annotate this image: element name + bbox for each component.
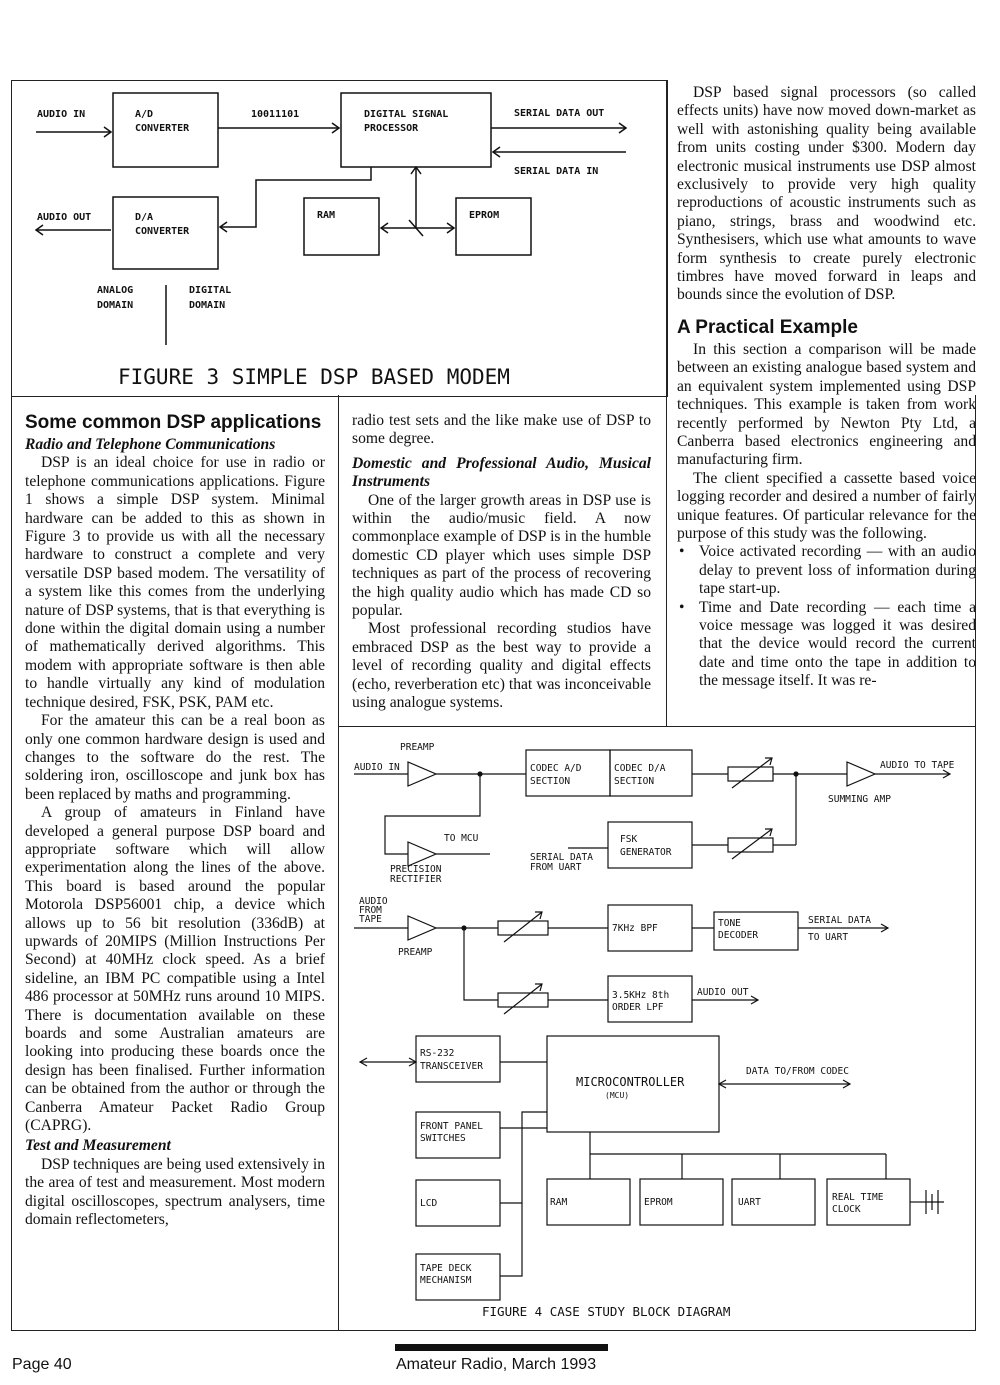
fig3-analog-line2: DOMAIN [97,300,134,311]
fig3-ad-line1: A/D [135,109,154,120]
right-paragraph-3: The client specified a cassette based voice logging recorder and desired a number of fairly unique features. Of particular relevance for the purpose of this study was the following. [677,469,976,542]
figure-4-caption: FIGURE 4 CASE STUDY BLOCK DIAGRAM [482,1304,731,1319]
fig3-digital-line2: DOMAIN [189,300,226,311]
middle-paragraph-2: One of the larger growth areas in DSP use is within the audio/music field. A now commonplace example of DSP is in the humble domestic CD player which uses simple DSP techniques as part of the process of recovering the high quality audio which has made CD so popular. [352,491,651,620]
practical-example-heading: A Practical Example [677,316,858,338]
figure-3-caption: FIGURE 3 SIMPLE DSP BASED MODEM [118,365,510,389]
fig4-codec-ad-2: SECTION [530,776,571,787]
rs232-box [416,1036,500,1082]
fig4-serial-uart-2: TO UART [808,932,849,943]
left-column-divider [338,395,339,1330]
fig4-fsk-2: GENERATOR [620,847,672,858]
fig4-tape-2: MECHANISM [420,1275,472,1286]
radio-telephone-subheading: Radio and Telephone Communications [25,436,276,453]
page-number: Page 40 [12,1356,72,1373]
fig3-dsp-line2: PROCESSOR [364,123,419,134]
fig4-rs232-1: RS-232 [420,1048,455,1059]
fig4-audio-from-2: FROM [359,905,382,916]
fig4-preamp-2: PREAMP [398,947,433,958]
fig4-lcd: LCD [420,1198,438,1209]
fig3-bits: 10011101 [251,109,300,120]
fig4-summing-amp: SUMMING AMP [828,794,891,805]
fig4-rtc-1: REAL TIME [832,1192,884,1203]
figure-4-diagram [340,728,974,1330]
fig4-rs232-2: TRANSCEIVER [420,1061,483,1072]
left-paragraph-3: A group of amateurs in Finland have developed a general purpose DSP board and appropriate software which will allow experimentation along the lines of the above. This board is based around the popular Motorola DSP56001 chip, a device which allows up to 56 bit resolution (336dB) at upwards of 20MIPS (Million Instructions Per Second) at 40MHz clock speed. As a brief sideline, an IBM PC compatible using a Intel 486 processor at 50MHz runs around 10 MIPS. There is documentation available on these boards and some Australian amateurs are looking into producing these boards once the design has been finalised. Further information can be obtained from the author or through the Canberra Amateur Packet Radio Group (CAPRG). [25,804,325,1135]
precision-rectifier-triangle [408,842,436,866]
fig4-codec-da-2: SECTION [614,776,655,787]
fig3-serial-in: SERIAL DATA IN [514,166,599,177]
publication-name: Amateur Radio, March 1993 [396,1356,597,1373]
left-paragraph-4: DSP techniques are being used extensively in the area of test and measurement. Most modern digital oscilloscopes, spectrum analysers, time domain reflectometers, [25,1155,325,1229]
fig4-tone-2: DECODER [718,930,759,941]
fig4-precision-2: RECTIFIER [390,874,442,885]
fig4-audio-in: AUDIO IN [354,762,400,773]
fig3-dsp-line1: DIGITAL SIGNAL [364,109,449,120]
middle-column-text [352,412,651,713]
fig4-uart: UART [738,1197,761,1208]
domestic-audio-subheading: Domestic and Professional Audio, Musical Instruments [352,454,651,491]
fig3-ram: RAM [317,210,336,221]
fig4-codec-ad-1: CODEC A/D [530,763,582,774]
fig3-serial-out: SERIAL DATA OUT [514,108,605,119]
fig4-to-mcu: TO MCU [444,833,479,844]
fig4-ram: RAM [550,1197,568,1208]
fig3-analog-line1: ANALOG [97,285,134,296]
eprom-box [456,198,531,255]
fig4-preamp-1: PREAMP [400,742,435,753]
test-measurement-subheading: Test and Measurement [25,1137,171,1155]
fig4-lpf-2: ORDER LPF [612,1002,664,1013]
right-paragraph-1: DSP based signal processors (so called effects units) have now moved down-market as well with astonishing quality being available from units costing under $300. Modern day electronic musical instruments use DSP almost exclusively to provide very high quality reproductions of acoustic instruments such as piano, strings, brass and woodwind etc. Synthesisers, which use what amounts to wave form synthesis to create purely electronic timbres have moved forward in leaps and bounds since the evolution of DSP. [677,84,976,304]
fig4-data-codec: DATA TO/FROM CODEC [746,1066,849,1077]
fig4-serial-data-1: SERIAL DATA [530,852,593,863]
figure-3-diagram [11,80,666,395]
fig4-audio-to-tape: AUDIO TO TAPE [880,760,955,771]
fig4-audio-from-3: TAPE [359,914,382,925]
fig4-front-2: SWITCHES [420,1133,466,1144]
fig3-ad-line2: CONVERTER [135,123,190,134]
left-paragraph-1: DSP is an ideal choice for use in radio or telephone communications applications. Figure 1 shows a simple DSP system. Minimal hardware can be added to this as shown in Figure 3 to provide us with all the necessary hardware to construct a complete and very versatile DSP based modem. The versatility of a system like this comes from the underlying nature of DSP systems, that is that everything is done within the digital domain using a number of mathematically derived algorithms. This modem with appropriate software is then able to handle virtually any kind of modulation technique desired, FSK, PSK, PAM etc. [25,454,325,711]
fig4-codec-da-1: CODEC D/A [614,763,666,774]
feature-time-date: • Time and Date recording — each time a voice message was logged it was desired that the device would record the current date and time onto the tape in addition to the message itself. It was re- [677,599,976,691]
preamp-1-triangle [408,762,436,786]
fig3-digital-line1: DIGITAL [189,285,232,296]
fig4-front-1: FRONT PANEL [420,1121,483,1132]
fig3-audio-out: AUDIO OUT [37,212,92,223]
fig4-tape-1: TAPE DECK [420,1263,472,1274]
left-paragraph-2: For the amateur this can be a real boon as only one common hardware design is used and changes to the software do the rest. The soldering iron, oscilloscope and junk box has been replaced by maths and programming. [25,712,325,803]
fig3-audio-in: AUDIO IN [37,109,86,120]
preamp-2-triangle [408,916,436,940]
fig4-bpf: 7KHz BPF [612,923,658,934]
fig4-mcu-1: MICROCONTROLLER [576,1075,685,1089]
dsp-applications-heading: Some common DSP applications [25,412,322,433]
fig4-eprom: EPROM [644,1197,673,1208]
fig3-eprom: EPROM [469,210,500,221]
fig4-audio-from-1: AUDIO [359,896,388,907]
right-paragraph-2: In this section a comparison will be made between an existing analogue based system and an equivalent system implemented using DSP techniques. This example is taken from work recently performed by Newton Pty Ltd, a Canberra based electronics engineering and manufacturing firm. [677,340,976,469]
figure-4-top-border [338,726,975,727]
fig4-mcu-2: (MCU) [605,1091,630,1100]
fig4-rtc-2: CLOCK [832,1204,861,1215]
footer-rule [395,1344,608,1351]
fsk-generator-box [608,822,692,868]
fig4-serial-uart-1: SERIAL DATA [808,915,871,926]
feature-voice-activated: • Voice activated recording — with an audio delay to prevent loss of information during tape start-up. [677,543,976,598]
fig3-da-line1: D/A [135,212,154,223]
left-column-text [25,412,325,1229]
fig4-tone-1: TONE [718,918,741,929]
middle-paragraph-3: Most professional recording studios have embraced DSP as the best way to provide a level of recording quality and digital effects (echo, reverberation etc) that was inconceivable using analogue systems. [352,620,651,712]
fig4-serial-data-2: FROM UART [530,862,582,873]
fig3-da-line2: CONVERTER [135,226,190,237]
fig4-fsk-1: FSK [620,834,638,845]
fig4-precision-1: PRECISION [390,864,442,875]
fig4-audio-out: AUDIO OUT [697,987,749,998]
fig4-lpf-1: 3.5KHz 8th [612,990,670,1001]
summing-amp-triangle [847,762,875,786]
ram-box [304,198,379,255]
middle-paragraph-1: radio test sets and the like make use of DSP to some degree. [352,412,651,448]
